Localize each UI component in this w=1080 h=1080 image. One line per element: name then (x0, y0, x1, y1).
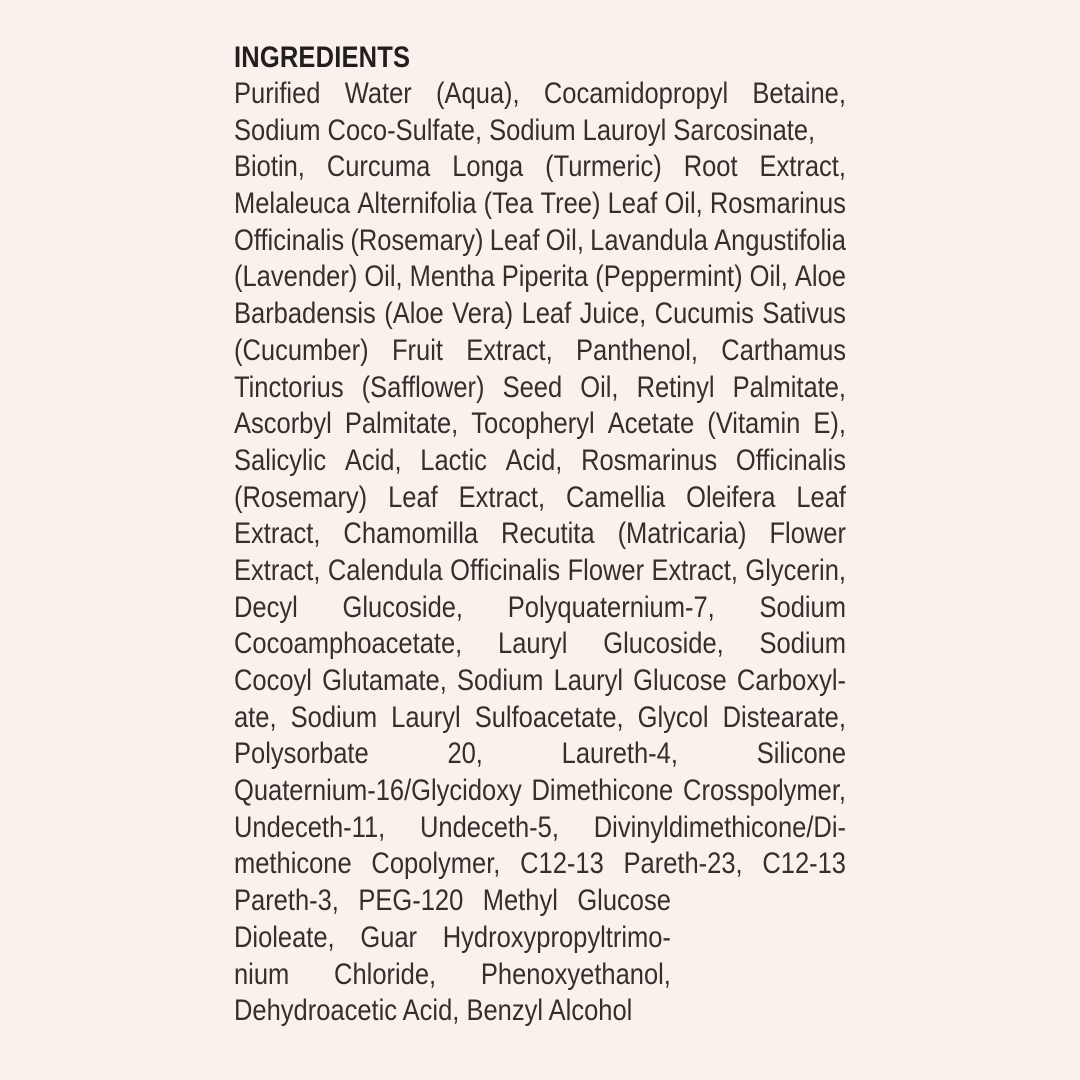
ingredients-line: Pareth-3, PEG-120 Methyl Glucose (234, 884, 671, 918)
ingredients-line: Cocoyl Glutamate, Sodium Lauryl Glucose Carboxyl- (234, 664, 846, 697)
ingredients-line: Extract, Chamomilla Recutita (Matricaria) Flower (234, 517, 846, 551)
ingredients-text (234, 76, 954, 1030)
ingredients-line: Extract, Calendula Officinalis Flower Extract, Glycerin, (234, 553, 846, 587)
ingredients-line: ate, Sodium Lauryl Sulfoacetate, Glycol Distearate, (234, 700, 846, 734)
ingredients-label (234, 39, 954, 1030)
ingredients-line: Quaternium-16/Glycidoxy Dimethicone Crosspolymer, (234, 774, 846, 808)
ingredients-line: Officinalis (Rosemary) Leaf Oil, Lavandula Angustifolia (234, 223, 846, 257)
ingredients-line: methicone Copolymer, C12-13 Pareth-23, C12-13 (234, 847, 846, 881)
ingredients-line: Sodium Coco-Sulfate, Sodium Lauroyl Sarcosinate, (234, 113, 816, 147)
ingredients-line: Tinctorius (Safflower) Seed Oil, Retinyl Palmitate, (234, 370, 846, 404)
ingredients-line: Biotin, Curcuma Longa (Turmeric) Root Extract, (234, 150, 846, 184)
ingredients-line: nium Chloride, Phenoxyethanol, (234, 957, 671, 991)
ingredients-line: Salicylic Acid, Lactic Acid, Rosmarinus Officinalis (234, 443, 846, 477)
ingredients-line: Dioleate, Guar Hydroxypropyltrimo- (234, 920, 671, 954)
ingredients-line: Melaleuca Alternifolia (Tea Tree) Leaf Oil, Rosmarinus (234, 187, 846, 221)
ingredients-line: Dehydroacetic Acid, Benzyl Alcohol (234, 994, 633, 1028)
ingredients-line: (Rosemary) Leaf Extract, Camellia Oleifera Leaf (234, 480, 846, 514)
ingredients-line: Cocoamphoacetate, Lauryl Glucoside, Sodium (234, 627, 846, 661)
ingredients-line: Purified Water (Aqua), Cocamidopropyl Betaine, (234, 77, 846, 110)
ingredients-heading: INGREDIENTS (234, 41, 411, 74)
ingredients-line: Undeceth-11, Undeceth-5, Divinyldimethicone/Di- (234, 810, 846, 844)
ingredients-line: Decyl Glucoside, Polyquaternium-7, Sodium (234, 590, 846, 624)
ingredients-line: Ascorbyl Palmitate, Tocopheryl Acetate (Vitamin E), (234, 407, 846, 441)
ingredients-line: Barbadensis (Aloe Vera) Leaf Juice, Cucumis Sativus (234, 297, 846, 331)
ingredients-line: Polysorbate 20, Laureth-4, Silicone (234, 737, 846, 771)
ingredients-line: (Cucumber) Fruit Extract, Panthenol, Carthamus (234, 333, 846, 367)
ingredients-line: (Lavender) Oil, Mentha Piperita (Peppermint) Oil, Aloe (234, 260, 846, 294)
